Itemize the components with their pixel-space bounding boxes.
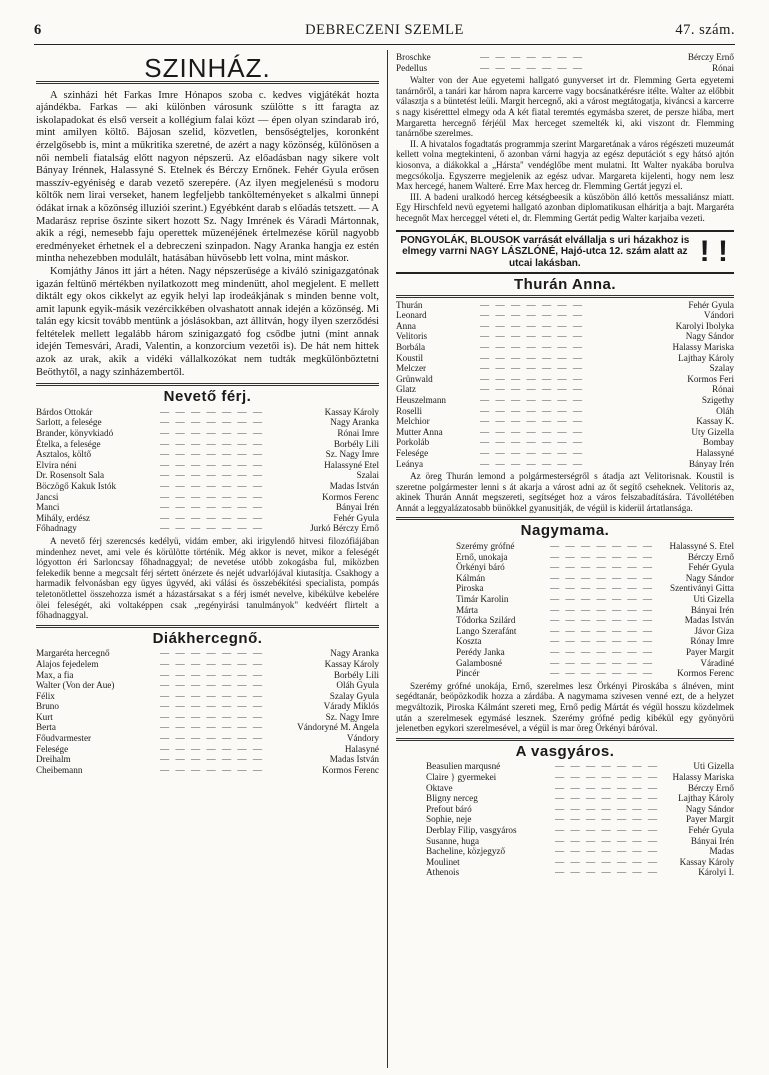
column-divider [387, 50, 388, 1068]
section-title-szinhaz: SZINHÁZ. [144, 53, 271, 83]
article-paragraph-2: Komjáthy János itt járt a héten. Nagy népszerüsége a kiváló szinigazgatónak igazán feltünő mértékben nyilatkozott meg mindenütt, ahol megjelent. E mellett diktált egy okos cikkelyt az egyik helyi lap irodeákjának s minden benne volt, amit lapunk egyik-másik vezércikkében olvashatott annak idején a közönség. Mi talán egy kicsit tovább mentünk a jóslásokban, azt állitván, hogy ilyen szerződési feltételek mellett legalább három szinigazgató fog csődbe jutni (mint annak idején Temesvári, Aradi, Valentin, a konzorcium vezetői is). De hát nem hittek azok az urak, akik a vidéki vállalkozókat nem tudták megkülönböztetni Beöthytől, a nagy szinházembertől. [36, 265, 379, 378]
actor-name: Vándori [703, 310, 734, 321]
section-rule [36, 383, 379, 386]
actor-name: Halassy Mariska [672, 771, 734, 782]
role-name: Moulinet [426, 856, 460, 867]
role-name: Leánya [396, 458, 424, 469]
role-name: Lango Szerafánt [456, 625, 517, 636]
role-name: Bacheline, közjegyző [426, 846, 506, 857]
leader-dashes: — — — — — — — [550, 604, 655, 615]
actor-name: Bányay Irén [688, 458, 734, 469]
actor-name: Szigethy [701, 394, 734, 405]
actor-name: Váradiné [700, 657, 734, 668]
role-name: Leonard [396, 310, 427, 321]
role-name: Max, a fia [36, 669, 74, 680]
role-name: Ernő, unokaja [456, 551, 508, 562]
leader-dashes: — — — — — — — [160, 680, 265, 691]
actor-name: Szalay [709, 363, 734, 374]
actor-name: Kormos Ferenc [322, 764, 379, 775]
actor-name: Rónai [712, 384, 734, 395]
role-name: Borbála [396, 341, 426, 352]
role-name: Brander, könyvkiadó [36, 428, 114, 439]
actor-name: Bányai Irén [335, 502, 379, 513]
role-name: Pedellus [396, 62, 428, 73]
role-name: Bárdos Ottokár [36, 406, 93, 417]
role-name: Manci [36, 502, 60, 513]
leader-dashes: — — — — — — — [480, 373, 585, 384]
leader-dashes: — — — — — — — [160, 449, 265, 460]
role-name: Velitoris [396, 331, 428, 342]
role-name: Kálmán [456, 572, 486, 583]
role-name: Claire } gyermekei [426, 771, 497, 782]
actor-name: Madas István [684, 615, 734, 626]
role-name: Margaréta hercegnő [36, 648, 110, 659]
leader-dashes: — — — — — — — [550, 572, 655, 583]
right-column [396, 50, 734, 880]
actor-name: Uti Gizella [693, 761, 734, 772]
leader-dashes: — — — — — — — [550, 615, 655, 626]
leader-dashes: — — — — — — — [550, 583, 655, 594]
role-name: Bligny nerceg [426, 793, 478, 804]
role-name: Félix [36, 690, 55, 701]
role-name: Mutter Anna [396, 426, 443, 437]
role-name: Alajos fejedelem [36, 658, 99, 669]
leader-dashes: — — — — — — — [550, 551, 655, 562]
role-name: Felesége [396, 447, 429, 458]
role-name: Roselli [396, 405, 423, 416]
actor-name: Sz. Nagy Imre [325, 711, 379, 722]
cast-row [426, 867, 734, 878]
cast-list-nevet [36, 407, 379, 534]
actor-name: Bányai Irén [690, 835, 734, 846]
role-name: Márta [456, 604, 478, 615]
cast-row [456, 668, 734, 679]
role-name: Athenois [426, 867, 460, 878]
role-name: Broschke [396, 52, 431, 62]
actor-name: Madas István [329, 481, 379, 491]
role-name: Dreihalm [36, 754, 71, 765]
leader-dashes: — — — — — — — [480, 310, 585, 321]
role-name: Cheibemann [36, 764, 83, 775]
actor-name: Bérczy Ernő [687, 52, 734, 62]
role-name: Mihály, erdész [36, 512, 90, 523]
leader-dashes: — — — — — — — [160, 406, 265, 417]
role-name: Timár Karolin [456, 594, 509, 605]
section-rule [396, 517, 734, 520]
leader-dashes: — — — — — — — [550, 625, 655, 636]
role-name: Jancsi [36, 491, 59, 502]
role-name: Heuszelmann [396, 394, 447, 405]
page-header [34, 22, 735, 46]
actor-name: Fehér Gyula [688, 562, 734, 573]
actor-name: Fehér Gyula [333, 512, 379, 523]
actor-name: Várady Miklós [323, 701, 379, 712]
actor-name: Borbély Lili [333, 669, 379, 680]
role-name: Berta [36, 722, 56, 733]
actor-name: Oláh Gyula [336, 680, 379, 691]
actor-name: Madas [709, 846, 734, 857]
role-name: Walter (Von der Aue) [36, 680, 115, 691]
role-name: Oktave [426, 782, 453, 793]
play-summary-diak-1: Walter von der Aue egyetemi hallgató gunyverset irt dr. Flemming Gerta egyetemi tanárnőről, a tanári kar három napra karcerre vagy bocsánatkérésre itélte. Walter az előbbit választja s a büntetést leüli. Margit hercegnő, aki a várost megtátogatja, kiváncsi a karcerre s nagy kiséretttel elmegy oda A két fiatal teremtés egymásba szeret, de persze hiába, mert Margaretta hercegnő férjéül Max herceget szemelték ki, aki viszont dr. Flemming tanárnőbe szerelmes. [396, 75, 734, 139]
actor-name: Nagy Sándor [685, 803, 734, 814]
role-name: Koszta [456, 636, 482, 647]
play-title-nevet: Nevető férj. [163, 388, 252, 406]
actor-name: Kassay K. [696, 416, 734, 427]
leader-dashes: — — — — — — — [480, 416, 585, 427]
leader-dashes: — — — — — — — [160, 470, 265, 481]
leader-dashes: — — — — — — — [160, 502, 265, 513]
leader-dashes: — — — — — — — [480, 447, 585, 458]
actor-name: Uti Gizella [693, 594, 734, 605]
role-name: Főudvarmester [36, 733, 92, 744]
role-name: Pincér [456, 668, 480, 679]
actor-name: Lajthay Károly [678, 793, 734, 804]
leader-dashes: — — — — — — — [160, 722, 265, 733]
leader-dashes: — — — — — — — [160, 764, 265, 775]
cast-row [36, 765, 379, 776]
role-name: Derblay Filip, vasgyáros [426, 824, 517, 835]
leader-dashes: — — — — — — — [555, 803, 660, 814]
actor-name: Kormos Feri [687, 373, 734, 384]
cast-list-vasgyaros [396, 761, 734, 878]
leader-dashes: — — — — — — — [160, 754, 265, 765]
leader-dashes: — — — — — — — [555, 835, 660, 846]
role-name: Melczer [396, 363, 427, 374]
actor-name: Madas István [329, 754, 379, 765]
role-name: Grünwald [396, 373, 433, 384]
actor-name: Halassyné Etel [324, 459, 379, 470]
section-rule [36, 625, 379, 628]
leader-dashes: — — — — — — — [160, 743, 265, 754]
actor-name: Rónai Imre [337, 428, 379, 439]
role-name: Asztalos, költő [36, 449, 92, 460]
leader-dashes: — — — — — — — [555, 824, 660, 835]
actor-name: Payer Margit [685, 814, 734, 825]
play-title-diak: Diákhercegnő. [152, 629, 263, 647]
cast-row [396, 459, 734, 470]
role-name: Böczögő Kakuk Istók [36, 481, 117, 491]
leader-dashes: — — — — — — — [160, 690, 265, 701]
article-paragraph-1: A szinházi hét Farkas Imre Hónapos szoba c. kedves vigjátékát hozta ajándékba. Farkas — aki különben városunk szülötte s itt faragta az iskolapadokat és első verseit a kollégium falai közt — épen olyan szindarab iró, mint amilyen költő. Bájosan szelid, közvetlen, bensőségteljes, koronként érzelgősebb is, mint a műkritika szeretné, de azért a nagy közönség, különösen a női nembeli fiatalság előtt nagyon népszerü. Az előadásban nagy sikere volt Bányay Irénnek, Halassyné S. Etelnek és Bérczy Ernőnek. Fehér Gyula erősen masszív-egyéniség e darab vezető szerepére. (Az ilyen megjelenésü s modoru költők nem lirai verseket, hanem legfeljebb tankölteményeket s alkalmi ünnepi ódákat irnak a közönség illuziói szerint.) Egyébként darab s előadás tetszett. — A Madarász reprise őszinte sikert hozott Sz. Nagy Imrének és Váradi Mártonnak, akik a régi, nemesebb faju operettek müzenéjének értelmezése körül nagyobb eredményeket érhetnek el a debreczeni szinpadon. Nagy Aranka hangja ez estén mintha nehezebben modulált, hatásában hüvösebb lett volna, mint máskor. [36, 89, 379, 265]
leader-dashes: — — — — — — — [555, 761, 660, 772]
leader-dashes: — — — — — — — [550, 657, 655, 668]
actor-name: Fehér Gyula [688, 824, 734, 835]
leader-dashes: — — — — — — — [160, 459, 265, 470]
leader-dashes: — — — — — — — [480, 458, 585, 469]
leader-dashes: — — — — — — — [550, 647, 655, 657]
actor-name: Kassay Károly [679, 856, 734, 867]
role-name: Bruno [36, 701, 59, 712]
role-name: Kurt [36, 711, 53, 722]
cast-list-diak-continued [396, 52, 734, 73]
role-name: Perédy Janka [456, 647, 505, 657]
section-rule [396, 738, 734, 741]
actor-name: Nagy Sándor [685, 572, 734, 583]
cast-list-nagymama [396, 541, 734, 679]
leader-dashes: — — — — — — — [480, 299, 585, 310]
role-name: Elvira néni [36, 459, 77, 470]
leader-dashes: — — — — — — — [160, 491, 265, 502]
role-name: Beasulien marqusné [426, 761, 501, 772]
role-name: Thurán [396, 299, 423, 310]
leader-dashes: — — — — — — — [480, 52, 585, 62]
actor-name: Szentiványi Gitta [669, 583, 734, 594]
left-column [36, 50, 379, 777]
leader-dashes: — — — — — — — [480, 62, 585, 73]
role-name: Anna [396, 320, 416, 331]
actor-name: Halassyné [696, 447, 734, 458]
role-name: Szerémy grófné [456, 541, 515, 552]
role-name: Piroska [456, 583, 484, 594]
role-name: Koustil [396, 352, 424, 363]
leader-dashes: — — — — — — — [555, 856, 660, 867]
role-name: Glatz [396, 384, 416, 395]
header-rule [34, 44, 735, 45]
leader-dashes: — — — — — — — [160, 669, 265, 680]
leader-dashes: — — — — — — — [160, 648, 265, 659]
play-title-vasgyaros: A vasgyáros. [515, 742, 615, 760]
leader-dashes: — — — — — — — [555, 814, 660, 825]
advertisement-exclamation: ! ! [699, 235, 728, 268]
actor-name: Jávor Giza [694, 625, 734, 636]
leader-dashes: — — — — — — — [555, 793, 660, 804]
actor-name: Nagy Aranka [330, 417, 379, 428]
leader-dashes: — — — — — — — [550, 636, 655, 647]
leader-dashes: — — — — — — — [480, 352, 585, 363]
actor-name: Lajthay Károly [678, 352, 734, 363]
play-summary-nagymama: Szerémy grófné unokája, Ernő, szerelmes lesz Örkényi Piroskába s álnéven, mint segédtanár, beöpözkodik hozza a zárdába. A nagymama szivesen venné ezt, de a helyzet megváltozik, Piroska Kálmánt szereti meg, Ernő pedig Mártát és végül hosszu közdelmek után a szerelmesek egymásé lesznek. Szerémy grófné pedig kibékül egy gyönyörü jelenetben egykori szerelmesével, a végül is mar öreg Örkényi báróval. [396, 680, 734, 734]
role-name: Porkoláb [396, 437, 430, 448]
actor-name: Kassay Károly [324, 658, 379, 669]
actor-name: Fehér Gyula [688, 299, 734, 310]
actor-name: Rónay Imre [690, 636, 734, 647]
actor-name: Kassay Károly [324, 406, 379, 417]
role-name: Sarlott, a felesége [36, 417, 102, 428]
leader-dashes: — — — — — — — [555, 867, 660, 878]
leader-dashes: — — — — — — — [480, 363, 585, 374]
leader-dashes: — — — — — — — [160, 481, 265, 491]
actor-name: Károlyi I. [698, 867, 734, 878]
leader-dashes: — — — — — — — [160, 512, 265, 523]
role-name: Prefout báró [426, 803, 472, 814]
actor-name: Bérczy Ernő [687, 551, 734, 562]
actor-name: Uty Gizella [691, 426, 734, 437]
role-name: Dr. Rosensolt Sala [36, 470, 105, 481]
role-name: Felesége [36, 743, 69, 754]
cast-row [396, 63, 734, 74]
leader-dashes: — — — — — — — [550, 541, 655, 552]
leader-dashes: — — — — — — — [555, 771, 660, 782]
actor-name: Payer Margit [685, 647, 734, 657]
actor-name: Halassy Mariska [672, 341, 734, 352]
role-name: Örkényi báró [456, 562, 505, 573]
actor-name: Halassyné S. Etel [669, 541, 734, 552]
actor-name: Jurkó Bérczy Ernő [310, 523, 379, 534]
leader-dashes: — — — — — — — [160, 658, 265, 669]
leader-dashes: — — — — — — — [480, 426, 585, 437]
leader-dashes: — — — — — — — [160, 733, 265, 744]
actor-name: Borbély Lili [333, 438, 379, 449]
leader-dashes: — — — — — — — [480, 437, 585, 448]
leader-dashes: — — — — — — — [160, 523, 265, 534]
page-number: 6 [34, 22, 42, 38]
leader-dashes: — — — — — — — [480, 331, 585, 342]
leader-dashes: — — — — — — — [480, 384, 585, 395]
cast-list-thuran [396, 300, 734, 470]
leader-dashes: — — — — — — — [160, 417, 265, 428]
leader-dashes: — — — — — — — [160, 428, 265, 439]
leader-dashes: — — — — — — — [550, 594, 655, 605]
issue-number: 47. szám. [675, 22, 735, 38]
masthead-title: DEBRECZENI SZEMLE [305, 22, 464, 38]
actor-name: Bombay [702, 437, 734, 448]
actor-name: Kormos Ferenc [677, 668, 734, 679]
actor-name: Szalay Gyula [329, 690, 379, 701]
leader-dashes: — — — — — — — [480, 394, 585, 405]
leader-dashes: — — — — — — — [480, 320, 585, 331]
play-summary-thuran: Az öreg Thurán lemond a polgármesterségről s átadja azt Velitorisnak. Koustil is szeretne polgármester lenni s át akarja a várost adni az őt segítő cseheknek. Velitoris az, akinek Thurán Annát megszereti, segítséget hoz a város felszabadítására. Távollétében Annát a leggyalázatosabb bünökkel gyanusitják, de végül is kiderül ártatlansága. [396, 471, 734, 513]
leader-dashes: — — — — — — — [555, 782, 660, 793]
actor-name: Oláh [716, 405, 734, 416]
role-name: Galambosné [456, 657, 502, 668]
cast-row [36, 523, 379, 534]
play-title-nagymama: Nagymama. [520, 522, 610, 540]
leader-dashes: — — — — — — — [160, 711, 265, 722]
actor-name: Karolyi Ibolyka [675, 320, 734, 331]
actor-name: Vándory [346, 733, 379, 744]
actor-name: Bérczy Ernő [687, 782, 734, 793]
leader-dashes: — — — — — — — [160, 438, 265, 449]
play-title-thuran: Thurán Anna. [513, 276, 617, 293]
actor-name: Nagy Aranka [330, 648, 379, 659]
actor-name: Rónai [712, 62, 734, 73]
play-summary-diak-3: III. A badeni uralkodó herceg kétségbeesik a küszöbön álló kettős messaliánsz miatt. Egy Hirschfeld nevü egyetemi hallgató azonban diplomatikusan elháritja a bajt. Margaréta hecegnőt Max herceggel véteti el, dr. Flemming Gertát pedig Walter karjaiba vezeti. [396, 191, 734, 223]
role-name: Ételka, a felesége [36, 438, 101, 449]
actor-name: Vándoryné M. Angela [297, 722, 379, 733]
role-name: Melchior [396, 416, 430, 427]
leader-dashes: — — — — — — — [480, 405, 585, 416]
role-name: Tódorka Szilárd [456, 615, 516, 626]
actor-name: Szalai [356, 470, 379, 481]
role-name: Sophie, neje [426, 814, 472, 825]
section-rule [396, 295, 734, 298]
actor-name: Nagy Sándor [685, 331, 734, 342]
leader-dashes: — — — — — — — [550, 562, 655, 573]
actor-name: Halasyné [344, 743, 379, 754]
leader-dashes: — — — — — — — [550, 668, 655, 679]
play-summary-nevet: A nevető férj szerencsés kedélyü, vidám ember, aki irigylendő hitvesi filozófiájában mindenhez nevet, ami vele és körülötte történik. Még akkor is nevet, mikor a feleségét lógyotton éri Sarloncsay főhadnaggyal; de nevetése utóbb zokogásba ful, miközben felekedik benne a megcsalt férj sértett önérzete és nejét udvarlójával kiutasítja. Csakhogy a harmadik felvonásban egy ügyes ügyvéd, aki válási és összebékítési specialista, pompás teletonötlettel összehozza ismét a házastársakat s a férj ismét nevelve, kibékülve kebelére ölei feleségét, aki voltaképpen csak „regényirási tanulmányok" kedvéért flirtelt a főhadnaggyal. [36, 535, 379, 621]
actor-name: Sz. Nagy Imre [325, 449, 379, 460]
advertisement-text: PONGYOLÁK, BLOUSOK varrását elvállalja s uri házakhoz is elmegy varrni NAGY LÁSZLÓNÉ, Hajó-utca 12. szám alatt az utcai lakásban. [400, 234, 690, 269]
role-name: Főhadnagy [36, 523, 77, 534]
actor-name: Kormos Ferenc [322, 491, 379, 502]
leader-dashes: — — — — — — — [160, 701, 265, 712]
role-name: Susanne, huga [426, 835, 480, 846]
cast-list-diak [36, 648, 379, 775]
advertisement-box [396, 230, 734, 275]
play-summary-diak-2: II. A hivatalos fogadtatás programmja szerint Margaretának a város régészeti muzeumát kellett volna megtekinteni, ő azonban várni hagyja az egész deputációt s egy hátsó ajtón kiosonva, a diákokkal a „Hársta" vendéglőbe ment mulatni. Itt Walter nyakába borulva megcsókolja. Egyszerre megjelenik az egész udvar. Margareta kijelenti, hogy nem lesz Max hercegé, hanem Walteré. Erre Max herceg dr. Flemming Gertát jegyzi el. [396, 138, 734, 192]
actor-name: Bányai Irén [690, 604, 734, 615]
leader-dashes: — — — — — — — [555, 846, 660, 857]
leader-dashes: — — — — — — — [480, 341, 585, 352]
